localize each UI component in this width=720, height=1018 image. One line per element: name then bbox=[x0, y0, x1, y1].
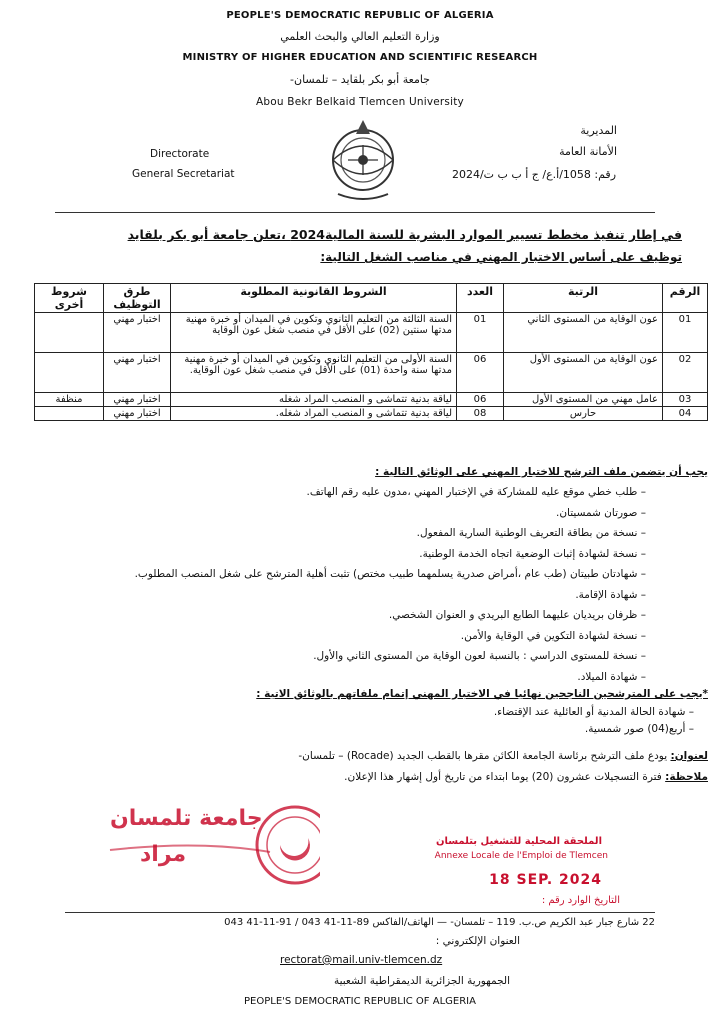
list-item: – شهادتان طبيتان (طب عام ،أمراض صدرية يسلمهما طبيب مختص) تثبت أهلية المترشح على شغل المنصب المطلوب. bbox=[18, 568, 646, 580]
row-num: 01 bbox=[663, 313, 708, 353]
documents-list bbox=[18, 486, 708, 683]
official-seal bbox=[80, 790, 320, 900]
header-method: طرق التوظيف bbox=[104, 284, 171, 313]
row-method: اختبار مهني bbox=[104, 407, 171, 421]
list-item: – شهادة الإقامة. bbox=[18, 589, 646, 601]
row-conditions: لياقة بدنية تتماشى و المنصب المراد شغله bbox=[171, 393, 457, 407]
footer-email-label: العنوان الإلكتروني : bbox=[435, 935, 520, 947]
documents-section bbox=[18, 466, 708, 691]
university-header-ar: جامعة أبو بكر بلقايد – تلمسان- bbox=[290, 73, 430, 86]
row-count: 06 bbox=[457, 353, 504, 393]
secretariat-en: General Secretariat bbox=[132, 168, 235, 180]
announcement-line1: في إطار تنفيذ مخطط تسيير الموارد البشرية للسنة المالية2024 ،تعلن جامعة أبو بكر بلقايد bbox=[127, 227, 682, 242]
address-line bbox=[18, 750, 708, 762]
ministry-header-ar: وزارة التعليم العالي والبحث العلمي bbox=[280, 30, 440, 43]
row-other: منظفة bbox=[35, 393, 104, 407]
row-conditions: السنة الثالثة من التعليم الثانوي وتكوين في الميدان أو خبرة مهنية مدتها سنتين (02) على الأقل في منصب شغل عون الوقاية bbox=[171, 313, 457, 353]
table-row bbox=[35, 353, 708, 393]
annex-stamp-ar: الملحقة المحلية للتشغيل بتلمسان bbox=[435, 836, 602, 847]
header-divider bbox=[55, 212, 655, 213]
row-num: 03 bbox=[663, 393, 708, 407]
note-line bbox=[18, 771, 708, 783]
table-header-row bbox=[35, 284, 708, 313]
row-count: 06 bbox=[457, 393, 504, 407]
row-count: 08 bbox=[457, 407, 504, 421]
row-conditions: لياقة بدنية تتماشى و المنصب المراد شغله. bbox=[171, 407, 457, 421]
row-method: اختبار مهني bbox=[104, 353, 171, 393]
directorate-ar: المديرية bbox=[580, 124, 617, 137]
address-text: يودع ملف الترشح برئاسة الجامعة الكائن مقرها بالقطب الجديد (Rocade) – تلمسان- bbox=[298, 750, 668, 762]
header-count: العدد bbox=[457, 284, 504, 313]
seal-text-1: جامعة تلمسان bbox=[110, 806, 263, 831]
list-item: – نسخة للمستوى الدراسي : بالنسبة لعون الوقاية من المستوى الثاني والأول. bbox=[18, 650, 646, 662]
list-item: – ظرفان بريديان عليهما الطابع البريدي و العنوان الشخصي. bbox=[18, 609, 646, 621]
annex-stamp-fr: Annexe Locale de l'Emploi de Tlemcen bbox=[434, 851, 608, 861]
list-item: – نسخة من بطاقة التعريف الوطنية السارية المفعول. bbox=[18, 527, 646, 539]
list-item: – أربع(04) صور شمسية. bbox=[18, 723, 708, 735]
documents-title: يجب أن يتضمن ملف الترشح للاختبار المهني على الوثائق التالية : bbox=[375, 466, 708, 478]
table-row bbox=[35, 313, 708, 353]
table-row bbox=[35, 393, 708, 407]
row-rank: عون الوقاية من المستوى الثاني bbox=[504, 313, 663, 353]
footer-address: 22 شارع جبار عبد الكريم ص.ب. 119 – تلمسان- — الهاتف/الفاكس 89-11-41 043 / 91-11-41 043 bbox=[224, 917, 655, 928]
secretariat-ar: الأمانة العامة bbox=[559, 145, 617, 158]
list-item: – شهادة الحالة المدنية أو العائلية عند الإقتضاء. bbox=[18, 706, 708, 718]
header-rank: الرتبة bbox=[504, 284, 663, 313]
successful-section bbox=[18, 688, 708, 735]
announcement-line2: توظيف على أساس الاختبار المهني في مناصب الشغل التالية: bbox=[320, 250, 682, 264]
row-num: 02 bbox=[663, 353, 708, 393]
note-label: ملاحظة: bbox=[665, 771, 708, 783]
footer-country-ar: الجمهورية الجزائرية الديمقراطية الشعبية bbox=[333, 975, 510, 987]
row-rank: عون الوقاية من المستوى الأول bbox=[504, 353, 663, 393]
footer-country-en: PEOPLE'S DEMOCRATIC REPUBLIC OF ALGERIA bbox=[244, 996, 476, 1007]
row-num: 04 bbox=[663, 407, 708, 421]
country-header-en: PEOPLE'S DEMOCRATIC REPUBLIC OF ALGERIA bbox=[226, 10, 494, 21]
row-conditions: السنة الأولى من التعليم الثانوي وتكوين في الميدان أو خبرة مهنية مدتها سنة واحدة (01) على الأقل في منصب شغل عون الوقاية. bbox=[171, 353, 457, 393]
footer-email[interactable]: rectorat@mail.univ-tlemcen.dz bbox=[280, 954, 443, 966]
row-method: اختبار مهني bbox=[104, 313, 171, 353]
list-item: – نسخة لشهادة التكوين في الوقاية والأمن. bbox=[18, 630, 646, 642]
list-item: – طلب خطي موقع عليه للمشاركة في الإختبار المهني ،مدون عليه رقم الهاتف. bbox=[18, 486, 646, 498]
seal-text-2: مراد bbox=[140, 842, 187, 867]
list-item: – شهادة الميلاد. bbox=[18, 671, 646, 683]
header-num: الرقم bbox=[663, 284, 708, 313]
row-rank: حارس bbox=[504, 407, 663, 421]
note-text: فترة التسجيلات عشرون (20) يوما ابتداء من تاريخ أول إشهار هذا الإعلان. bbox=[344, 771, 662, 783]
header-other: شروط أخرى bbox=[35, 284, 104, 313]
reference-number: رقم: 1058/أ.ع/ ج أ ب ب ت/2024 bbox=[451, 168, 616, 181]
header-conditions: الشروط القانونية المطلوبة bbox=[171, 284, 457, 313]
table-row bbox=[35, 407, 708, 421]
directorate-en: Directorate bbox=[150, 148, 210, 160]
university-header-en: Abou Bekr Belkaid Tlemcen University bbox=[256, 96, 464, 108]
row-other bbox=[35, 313, 104, 353]
footer-divider bbox=[65, 912, 655, 913]
address-label: لعنوان: bbox=[670, 750, 708, 762]
university-logo bbox=[318, 112, 408, 207]
successful-title: *يجب على المترشحين الناجحين نهائيا في الاختبار المهني إتمام ملفاتهم بالوثائق الاتية : bbox=[256, 688, 708, 700]
list-item: – صورتان شمسيتان. bbox=[18, 507, 646, 519]
list-item: – نسخة لشهادة إثبات الوضعية اتجاه الخدمة الوطنية. bbox=[18, 548, 646, 560]
date-stamp: 18 SEP. 2024 bbox=[489, 872, 602, 888]
stamp-note: التاريخ الوارد رقم : bbox=[541, 895, 620, 906]
ministry-header-en: MINISTRY OF HIGHER EDUCATION AND SCIENTIFIC RESEARCH bbox=[182, 52, 538, 63]
row-rank: عامل مهني من المستوى الأول bbox=[504, 393, 663, 407]
row-count: 01 bbox=[457, 313, 504, 353]
row-other bbox=[35, 407, 104, 421]
positions-table bbox=[34, 283, 708, 421]
row-method: اختبار مهني bbox=[104, 393, 171, 407]
row-other bbox=[35, 353, 104, 393]
